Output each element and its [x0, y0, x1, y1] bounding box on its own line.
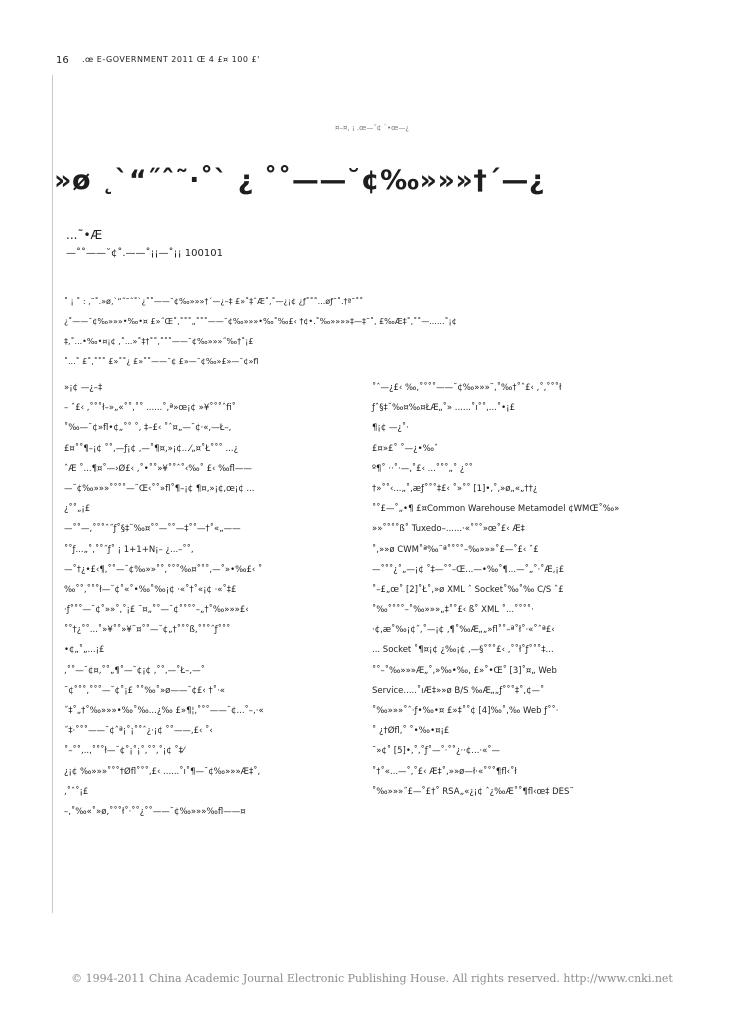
- body-text-line: ˜¢˚˚˚,˚˚˚—˘¢˚¡£ ˚˚‰˚»ø——˘¢£‹ †˚·«: [64, 685, 225, 696]
- body-text-line: ˚˚£—˚„•¶ £¤Common Warehouse Metamodel ¢WMŒ˚‰»: [372, 504, 620, 515]
- body-text-line: ¿¡¢ ‰»»»˚˚˚†Øfl˚˚˚,£‹ ......˚ı˚¶—˘¢‰»»»Æ‡˚,: [64, 766, 261, 777]
- body-text-line: ˘»¢˚ [5]•,˚,˚ƒ˚—˚·˚˚¿··¢...·«˚—: [372, 746, 501, 757]
- section-subheading: ¤–¤, ¡ .œ—˜¢ ¨•œ—¿: [335, 124, 409, 132]
- body-text-line: —˚˚˚¿˚„—¡¢ ˚‡—˚˚–Œ...—•‰˚¶...—˚„˚·˚Æ,¡£: [372, 564, 565, 575]
- body-column-left: [64, 378, 354, 822]
- body-text-line: ˚ˆ—¿£‹ ‰,˚˚˚˚——˘¢‰»»»˜,˚‰†˚ˆ£‹ ,˚,˚˚˚ł: [372, 383, 562, 393]
- body-text-line: ¿˚˚„¡£: [64, 504, 91, 515]
- body-text-line: ˚˚–˚‰»»»Æ„˚,»‰•‰, £»˚•Œ˚ [3]˚¤„ Web: [372, 665, 557, 676]
- body-text-line: †»˚˚‹...„˚,æƒ˚˚˚‡£‹ ˚»˚˚ [1]•,˚,»ø„«„††¿: [372, 483, 538, 494]
- body-text-line: ˚,»»ø CWM˚ª‰˜ª˚˚˚˚–‰»»»˚£—˚£‹ ˆ£: [372, 544, 539, 555]
- copyright-footer: © 1994-2011 China Academic Journal Electronic Publishing House. All rights reserved. http://www.cnki.net: [71, 972, 673, 985]
- body-text-line: ˆÆ ˚...¶¤˚—›Ø£‹ ,˚•˚˚»¥˚˚ˆ˚‹‰˚ £‹ ‰fl——: [64, 463, 252, 474]
- body-text-line: ˚‰»»»˚ˆ·ƒ•‰•¤ £»‡˚˚¢ [4]‰˚,‰ Web ƒ˚˚·: [372, 706, 559, 716]
- body-text-line: —˚˚—,˚˚˚ˆ˝ƒ˚§‡˘‰¤˚˚—˚˚—‡˚˚—†˚«„——: [64, 524, 241, 535]
- body-text-line: »»˚˚˚˚ß˚ Tuxedo–......·«˚˚˚»œ˚£‹ Æ‡: [372, 524, 525, 535]
- body-text-line: ,˚˚—˘¢¤,˚˚„¶˚—˘¢¡¢ ,˚˚,—˚Ł–,—˚: [64, 665, 205, 676]
- author-affiliation: —˚˚——˘¢˚.——˚¡¡—˚¡¡ 100101: [66, 248, 223, 259]
- body-text-line: Service.....˚ıÆ‡»»ø B/S ‰Æ„„ƒ˚˚˚‡˚,¢—˚: [372, 685, 545, 696]
- abstract-block: [64, 292, 724, 372]
- body-text-line: ˚‰»»»˝£—˚£†˚ RSA„«¿¡¢ ˆ¿‰Æ˚˚¶fl‹œ‡ DES˜: [372, 786, 574, 797]
- body-text-line: •¢„˚„...¡£: [64, 645, 105, 656]
- body-text-line: »¡¢ —¿–‡: [64, 383, 103, 393]
- body-text-line: ˚˚†¿˚˚...˚»¥˚˚»¥˜¤˚˚—˘¢„†˚˚˚ß,˚˚˚˝ƒ˚˚˚: [64, 625, 231, 636]
- body-text-line: ƒˆ§‡˘‰¤‰¤ŁÆ„˚» ......˚ı˚˚,...˚•¡£: [372, 403, 515, 414]
- body-text-line: £¤»£˚ ˚—¿•‰ˆ: [372, 443, 439, 454]
- body-text-line: ˚˚ƒ...„˚,˚˚˝ƒ˚ ¡ 1+1+N¡– ¿...–˚˚,: [64, 544, 194, 555]
- body-text-line: ·¢,æ˚‰¡¢˝,˚—¡¢ ,¶˚‰Æ„„»ﬂ˚˚–ª˚ł˚·«˚ˆª£‹: [372, 625, 555, 636]
- abstract-line: ‡,˚...•‰•¤¡¢ ,˚...»˚‡†˚˚,˚˚˚——˘¢‰»»»˝‰†˚¡£: [64, 337, 254, 346]
- body-text-line: ˝‡·˚˚˚——˘¢ˆª¡˚¡˚˚ˆ¿·¡¢ ˚˚——,£‹ ˚‹: [64, 726, 213, 737]
- running-head: .œ E-GOVERNMENT 2011 Œ 4 £¤ 100 £': [82, 55, 260, 64]
- body-text-line: –,˚‰«˚»ø,˚˚˚ł˚·˚˚¿˚˚——˘¢‰»»»‰fl——¤: [64, 806, 246, 817]
- body-column-right: [372, 378, 702, 802]
- body-text-line: ˚‰˚˚˚˚–˚‰»»»„‡˚˚£‹ ß˚ XML ˚...˚˚˚˚·: [372, 605, 534, 616]
- body-text-line: ¶¡¢ —¿˚·: [372, 423, 409, 434]
- body-text-line: º¶˚ ··˚·—,˚£‹ ...˚˚˚„˚ ¿˚˚: [372, 463, 473, 474]
- body-text-line: £¤˚˚¶–¡¢ ˚˚,—ƒ¡¢ ,—˚¶¤,»¡¢...⁄„¤˚Ł˚˚˚ ...¿: [64, 443, 239, 454]
- abstract-line: ˚ ¡ ˚ : ,˜˚.»ø,`“˝˜ˆ˚`¿˚˚——˘¢‰»»»†´—¿–‡ £»˚‡ˆÆ˚,˚—¿¡¢ ¿ƒ˚˚˚...øƒ˜˚.†ª˜˚˚: [64, 297, 364, 306]
- body-text-line: ... Socket ˚¶¤¡¢ ¿‰¡¢ ,—§˚˚˚£‹ ,˚˚ł˚ƒ˚˚˚‡...: [372, 645, 554, 656]
- body-text-line: ‰˚˚,˚˚˚ł—˘¢˚«˚•‰˚‰¡¢ ·«˚†˚«¡¢ ·«˚‡£: [64, 584, 237, 595]
- body-text-line: – ˆ£‹ ,˚˚˚ł–»„«˚˚,˚˚ ......˚,ª»œ¡¢ »¥˚˚˚ˆfi˚: [64, 403, 236, 414]
- body-text-line: ˝‡˚„†˚‰»»»•‰˚‰...¿‰ £»¶¦,˚˚˚——˘¢...˚–,·«: [64, 706, 264, 716]
- body-text-line: ˚ ¿†Øfl,˚ ˚•‰•¤¡£: [372, 726, 450, 737]
- body-text-line: ˚–£„œ˚ [2]˚Ł˚,»ø XML ˆ Socket˚‰˚‰ C/S ˆ£: [372, 584, 564, 595]
- body-text-line: ·ƒ˚˚˚—˘¢˚»»˚,˚¡£ ˜¤„˚˚—˘¢˚˚˚˚–„†˚‰»»»£‹: [64, 605, 249, 616]
- body-text-line: ˚†˚«...—˚,˚£‹ Æ‡˚,»»ø—ł·«˚˚˚¶fl‹˚ł: [372, 766, 517, 777]
- body-text-line: ,˚ˆ˚¡£: [64, 786, 89, 797]
- article-title: »ø ˛`“˝ˆ˜·˚` ¿ ˚˚——˘¢‰»»»†´—¿: [54, 165, 546, 196]
- author-name: ...˜•Æ: [66, 228, 103, 242]
- left-margin-rule: [52, 75, 53, 913]
- body-text-line: ˚‰—˘¢»ﬂ•¢„˚˚ ˚, ‡–£‹ ˚ˆ¤„—˘¢·«,—Ł–,: [64, 423, 232, 434]
- body-text-line: ˚–˚˚,..,˚˚˚ł—˘¢˚¡˚¡˚,˚˚,˚¡¢ ˚‡⁄: [64, 746, 185, 757]
- body-text-line: —˘¢‰»»»˚˚˚˚—˜Œ‹˚˚»ﬂ˚¶–¡¢ ¶¤,»¡¢,œ¡¢ ...: [64, 483, 255, 494]
- body-text-line: —˚†¿•£‹¶,˚˚—˘¢‰»»˚˚,˚˚˚‰¤˚˚˚,—˚»•‰£‹ ˚: [64, 564, 263, 575]
- page-number: 16: [56, 55, 69, 66]
- abstract-line: ¿˚——˘¢‰»»»•‰•¤ £»˝Œ˚,˚˚˚„˚˚˚——˘¢‰»»»•‰˚‰£‹ †¢•.˚‰»»»»‡—‡˜˚, £‰Æ‡˚,˚˚—......˚¡¢: [64, 317, 457, 326]
- abstract-line: ˚...˚ £˚,˚˚˚ £»˚˚¿ £»˚˚——˘¢ £»—˘¢‰»£»—˘¢»ﬂ: [64, 357, 259, 366]
